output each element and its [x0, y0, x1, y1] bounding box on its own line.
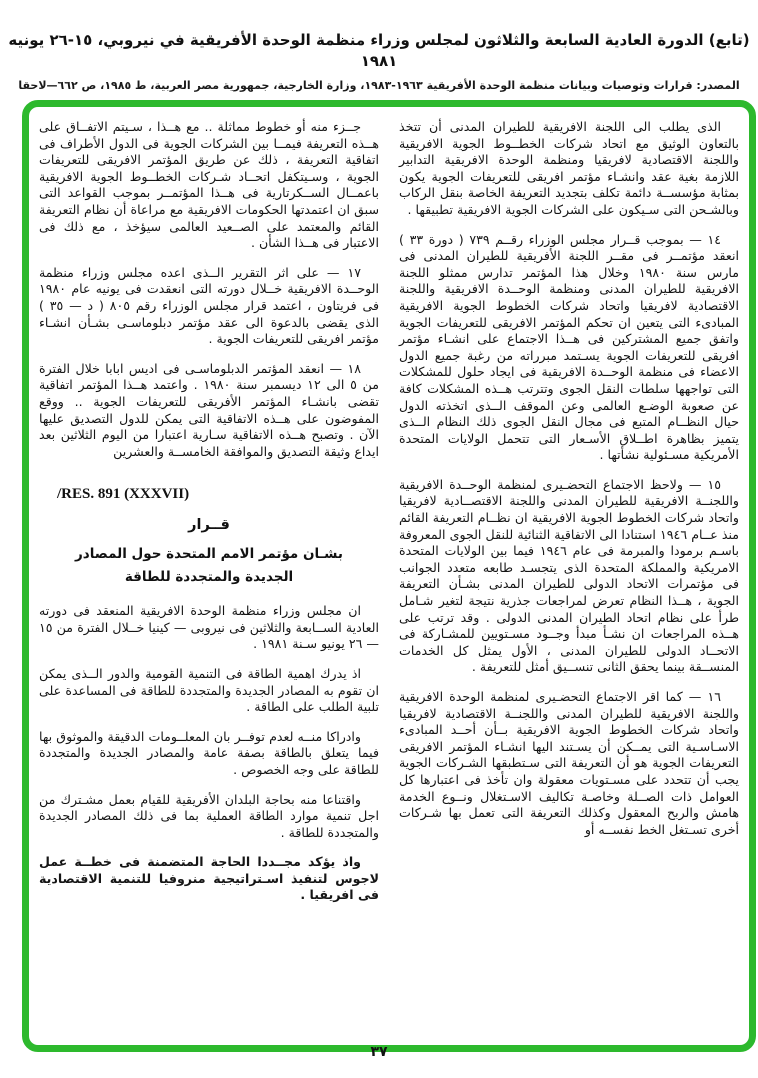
decision-preamble-4: واقتناعا منه بحاجة البلدان الأفريقية للقيام بعمل مشـترك من اجل تنمية موارد الطاقة العملية بما فى ذلك المصادر الجديدة والمتجددة للطاقة .	[39, 791, 379, 840]
paragraph-18: ١٨ — انعقد المؤتمر الدبلوماسـى فى اديس ابابا خلال الفترة من ٥ الى ١٢ ديسمبر سنة ١٩٨٠ . واعتمد هــذا المؤتمر اتفاقية تقضى بانشـاء المؤتمر الأفريقى للتعريفات الجوية .. ووقع المفوضون على هــذه الاتفاقية التى يمكن للدول التصديق عليها الآن . وتصبح هــذه الاتفاقية سـارية اعتبارا من اليوم الثلاثين بعد ايداع وثيقة التصديق والموافقة الخامســة والعشرين	[39, 360, 380, 459]
two-column-layout	[39, 119, 739, 1035]
decision-preamble-1: ان مجلس وزراء منظمة الوحدة الافريقية المنعقد فى دورته العادية الســابعة والثلاثين فى نيروبى — كينيا خــلال الفترة من ١٥ — ٢٦ يونيو سـنة ١٩٨١ .	[39, 603, 379, 652]
decision-preamble-bold: واذ يؤكد مجــددا الحاجة المتضمنة فى خطــة عمل لاجوس لتنفيذ اسـتراتيجية منروفيا للتنمية الاقتصادية فى افريقيا .	[39, 854, 379, 903]
paragraph-continuation-13: الذى يطلب الى اللجنة الافريقية للطيران المدنى أن تتخذ بالتعاون الوثيق مع اتحاد شركات الخطــوط الجوية الافريقية واللجنة الاقتصادية لافريقيا ومنظمة الوحدة الافريقية التدابير اللازمة بغية عقد وانشـاء مؤتمر افريقى للتعريفات الجوية يكون بمثابة مؤسســة دائمة تكلف بتجديد التعريفة الخاصة بنقل الركاب وبالشـحن التى سـيكون على الشركات الجوية الافريقية تطبيقها .	[399, 119, 739, 217]
decision-subtitle	[39, 543, 379, 589]
page-number: ٣٧	[370, 1044, 388, 1060]
session-title: (تابع) الدورة العادية السابعة والثلاثون لمجلس وزراء منظمة الوحدة الأفريقية في نيروبي، ١٥-٢٦ يونيه ١٩٨١	[8, 31, 750, 70]
page-header	[0, 30, 758, 92]
paragraph-continuation-16: جــزء منه أو خطوط مماثلة .. مع هــذا ، سـيتم الاتفــاق على هــذه التعريفة فيمــا بين الشركات الجوية فى الدول الأطراف فى اتفاقية التعريفة ، ذلك عن طريق المؤتمر الافريقى للتعريفات الجوية ، وسـيتكفل اتحــاد شـركات الخطــوط الجوية الافريقية باعمــال الســكرتارية فى هــذا المؤتمــر بموجب القواعد التى سبق ان اعتمدتها الحكومات الافريقية مع مراعاة أن نظام التعريفة القائم والمعتمد على الصــعيد العالمى سيؤخذ ، مع ذلك فى الاعتبار فى هــذا الشأن .	[39, 119, 379, 251]
paragraph-17: ١٧ — على اثر التقرير الــذى اعده مجلس وزراء منظمة الوحــدة الافريقية خــلال دورته التى انعقدت فى يونيه عام ١٩٨٠ فى فريتاون ، اعتمد قرار مجلس الوزراء رقم ٨٠٥ ( د — ٣٥ ) الذى يقضى بالدعوة الى عقد مؤتمر دبلوماسـى بشـأن انشـاء مؤتمر افريقى للتعريفات الجوية .	[39, 264, 379, 347]
right-column	[399, 119, 739, 1035]
paragraph-16: ١٦ — كما اقر الاجتماع التحضـيرى لمنظمة الوحدة الافريقية واللجنة الافريقية للطيران المدنى واللجنــة الاقتصادية لافريقيا واتحاد شركات الخطوط الجوية الافريقية بــأن أحــد المبادىء الاسـاسـية التى يمــكن أن يسـتند اليها انشـاء المؤتمر الافريقى التعريفات الجوية هو أن التعريفة التى سـتطبقها الشـركات الجوية يجب أن تتحدد على مسـتويات معقولة وان تأخذ فى اعتبارها كل العوامل ذات الصــلة وخاصـة تكاليف الاسـتغلال ونــوع الخدمة هامش والربح المعقول وكذلك التعريفة التى تعمل بها شـركات أخرى تسـتغل الخط نفســه أو	[399, 689, 739, 837]
paragraph-14: ١٤ — بموجب قــرار مجلس الوزراء رقــم ٧٣٩ ( دورة ٣٣ ) انعقد مؤتمــر فى مقــر اللجنة الأفريقية للطيران المدنى فى مارس سنة ١٩٨٠ وخلال هذا المؤتمر تدارس ممثلو اللجنة الافريقية للطيران المدنى ومنظمة الوحــدة الافريقية واللجنة الاقتصادية لافريقيا واتحاد شركات الخطوط الجوية الافريقية المبادىء التى يتعين ان تحكم المؤتمر الافريقى للتعريفات الجوية واتفق جميع المشتركين فى هــذا الاجتماع على انشـاء مؤتمر افريقى للتعريفات الجوية يسـتمد مبرراته من رغبة جميع الدول الاعضاء فى منظمة الوحــدة الافريقية فى ايجاد حلول للمشكلات التى تواجهها سلطات النقل الجوى وتترتب هــذه المشكلات كافة عن صعوبة الوضـع العالمى وعن الموقف الــذى اتخذته الدول حيال النظــام المتبع فى مجال النقل الجوى ذلك النظام الــذى يتميز بظاهرة اطــلاق الأسـعار التى تتحمل الولايات المتحدة الأمريكية مسـئولية نشأتها .	[399, 231, 739, 463]
left-column	[39, 119, 379, 1035]
decision-subtitle-line-1: بشـان مؤتمر الامم المتحدة حول المصادر	[75, 546, 343, 563]
green-border-frame	[22, 100, 756, 1052]
source-citation: المصدر: قرارات وتوصيات وبيانات منظمة الوحدة الأفريقية ١٩٦٣-١٩٨٣، وزارة الخارجية، جمهورية مصر العربية، ط ١٩٨٥، ص ٦٦٢—لاحقا	[18, 79, 740, 92]
decision-preamble-2: اذ يدرك اهمية الطاقة فى التنمية القومية والدور الــذى يمكن ان تقوم به المصادر الجديدة والمتجددة للطاقة فى المساعدة على تلبية الطلب على الطاقة .	[39, 665, 379, 715]
decision-subtitle-line-2: الجديدة والمتجددة للطاقة	[124, 569, 294, 586]
decision-preamble-3: وادراكا منــه لعدم توفــر بان المعلــومات الدقيقة والموثوق بها فيما يتعلق بالطاقة بصفة عامة والمصادر الجديدة والمتجددة للطاقة على وجه الخصوص .	[39, 728, 379, 777]
paragraph-15: ١٥ — ولاحظ الاجتماع التحضـيرى لمنظمة الوحــدة الافريقية واللجنــة الافريقية للطيران المدنى واللجنة الاقتصــادية لافريقيا واتحاد شركات الخطوط الجوية الافريقية ان نظــام التعريفة القائم منذ عــام ١٩٤٦ استنادا الى الاتفاقية الثنائية للنقل الجوى المعروفة باسـم برمودا والمبرمة فى عام ١٩٤٦ فيما بين الولايات المتحدة الامريكية والمملكة المتحدة الذى يتجسـد طابعه متعدد الجوانب فى مؤتمرات الاتحاد الدولى للطيران المدنى بشـأن التعريفة الجوية ، هــذا النظام تعرض لمراجعات جذرية نتيجة لتغير شـامل طرأ على نظام اتحاد الطيران المدنى الدولى . وقد ترتب على هــذه المراجعات ان نشـأ مبدأ وجــود مسـتويين للمشـاركة فى الاتحــاد الدولى للطيران المدنى ، الأول يمثل كل الخدمات المنســقة بينما يحقق الثانى تنســيق أمثل للتعريفة .	[399, 476, 740, 675]
resolution-number: /RES. 891 (XXXVII)	[57, 486, 190, 503]
decision-heading: قــرار	[188, 517, 230, 534]
